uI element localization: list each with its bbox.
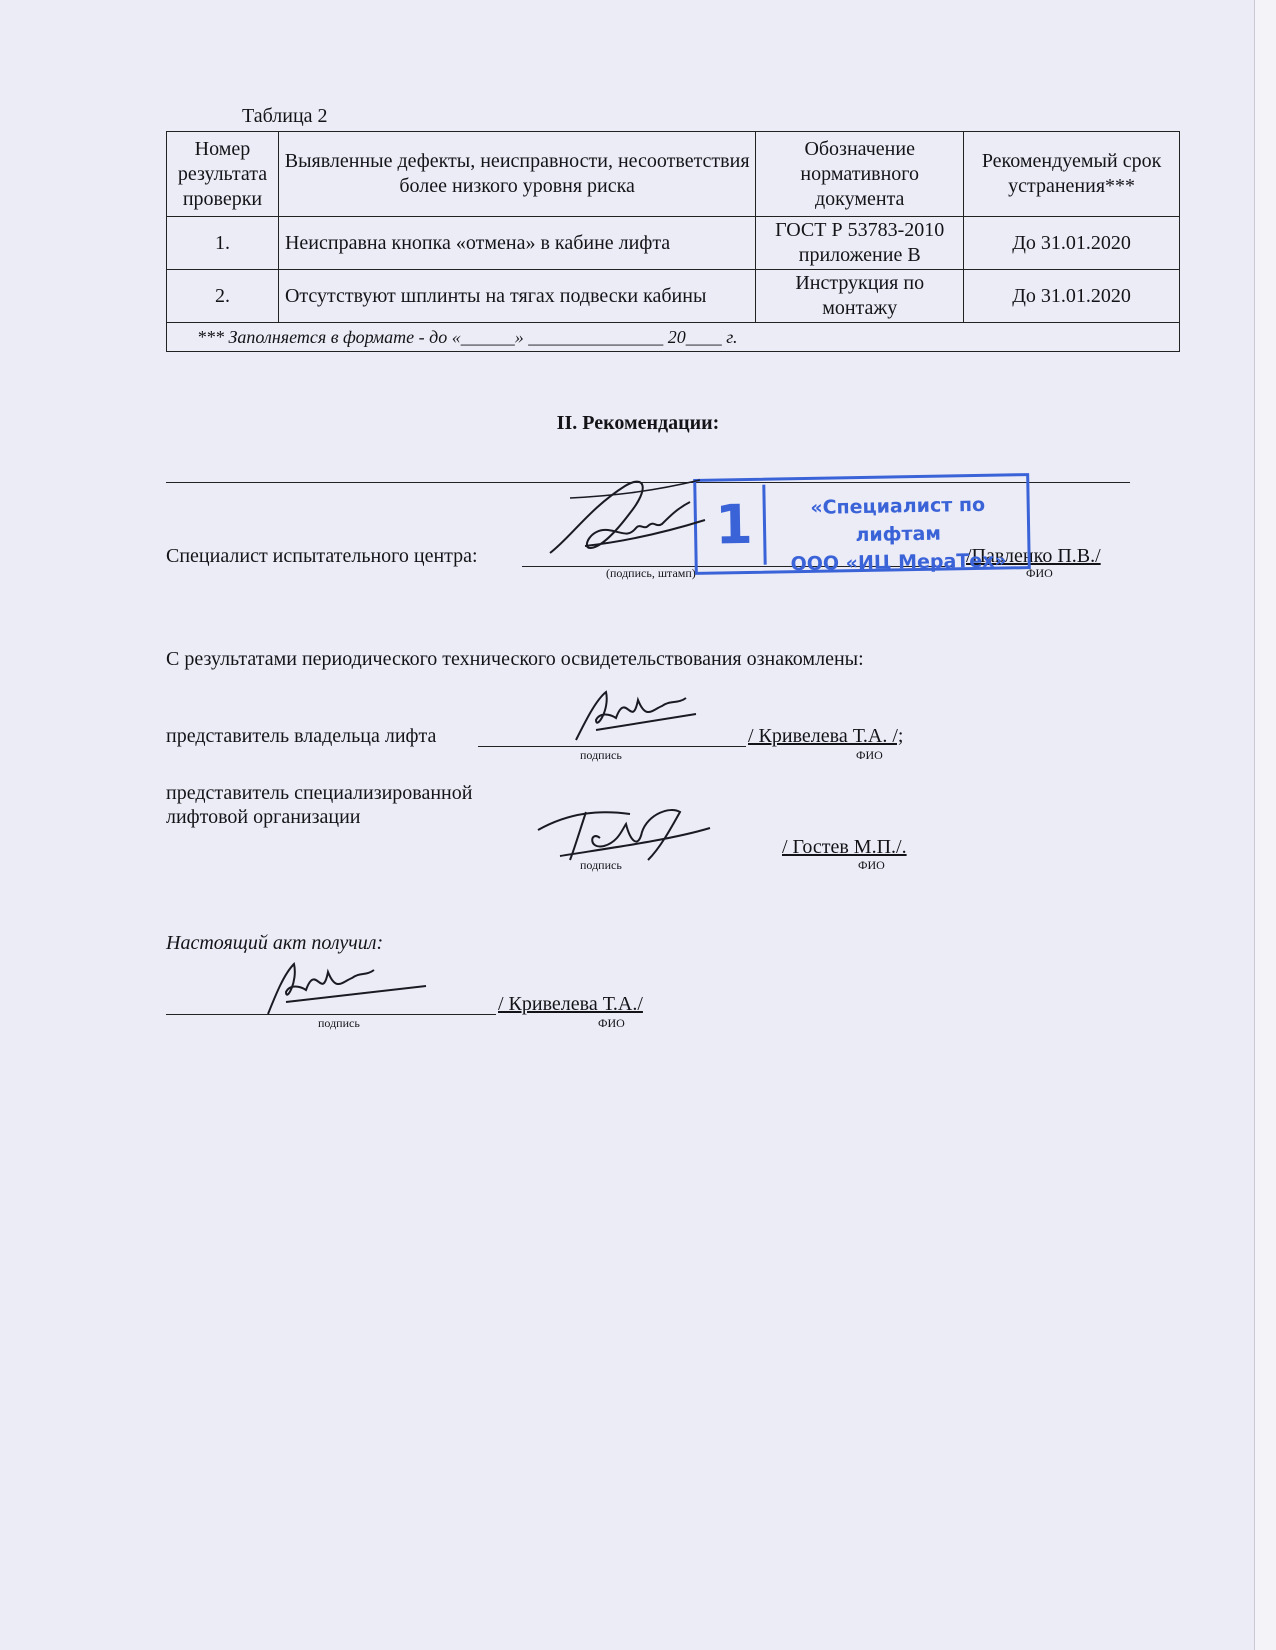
column-header: Выявленные дефекты, неисправности, несоответствия более низкого уровня риска: [278, 132, 755, 217]
owner-rep-name: / Кривелева Т.А. /;: [748, 725, 904, 747]
sign-caption: (подпись, штамп): [606, 566, 696, 580]
table-footnote: *** Заполняется в формате - до «______» _______________ 20____ г.: [167, 323, 1180, 352]
stamp-line: «Специалист по лифтам: [810, 493, 986, 547]
received-name: / Кривелева Т.А./: [498, 993, 643, 1015]
org-rep-label-1: представитель специализированной: [166, 782, 473, 804]
stamp-line: ООО «ИЦ МераТех»: [790, 549, 1007, 576]
defects-table: [166, 131, 1180, 352]
result-number: 2.: [167, 270, 279, 323]
table-header-row: [167, 132, 1180, 217]
sign-caption: подпись: [318, 1016, 360, 1030]
defect-description: Отсутствуют шплинты на тягах подвески кабины: [278, 270, 755, 323]
table-footnote-row: [167, 323, 1180, 352]
bleed-through-text: [92, 600, 96, 618]
table-row: [167, 270, 1180, 323]
stamp-number: 1: [704, 485, 766, 566]
received-label: Настоящий акт получил:: [166, 932, 384, 954]
fix-deadline: До 31.01.2020: [964, 217, 1180, 270]
org-rep-name: / Гостев М.П./.: [782, 836, 907, 858]
sign-caption: подпись: [580, 748, 622, 762]
fio-caption: ФИО: [856, 748, 883, 762]
sign-caption: подпись: [580, 858, 622, 872]
fix-deadline: До 31.01.2020: [964, 270, 1180, 323]
owner-rep-label: представитель владельца лифта: [166, 725, 437, 747]
table-caption: Таблица 2: [242, 105, 328, 127]
section-title: II. Рекомендации:: [556, 412, 720, 434]
fio-caption: ФИО: [1026, 566, 1053, 580]
owner-rep-signature: [566, 680, 716, 760]
specialist-label: Специалист испытательного центра:: [166, 545, 478, 567]
column-header: Номер результата проверки: [167, 132, 279, 217]
fio-caption: ФИО: [858, 858, 885, 872]
receiver-signature: [256, 950, 436, 1030]
page-edge: [1254, 0, 1276, 1650]
normative-document: Инструкция по монтажу: [756, 270, 964, 323]
company-stamp: [693, 473, 1031, 575]
acquainted-text: С результатами периодического технического освидетельствования ознакомлены:: [166, 648, 864, 670]
fio-caption: ФИО: [598, 1016, 625, 1030]
normative-document: ГОСТ Р 53783-2010 приложение В: [756, 217, 964, 270]
specialist-signature: [530, 468, 720, 578]
org-rep-signature: [530, 800, 720, 870]
defect-description: Неисправна кнопка «отмена» в кабине лифта: [278, 217, 755, 270]
column-header: Обозначение нормативного документа: [756, 132, 964, 217]
column-header: Рекомендуемый срок устранения***: [964, 132, 1180, 217]
specialist-name: /Павленко П.В./: [966, 545, 1101, 567]
result-number: 1.: [167, 217, 279, 270]
table-row: [167, 217, 1180, 270]
org-rep-label-2: лифтовой организации: [166, 806, 361, 828]
